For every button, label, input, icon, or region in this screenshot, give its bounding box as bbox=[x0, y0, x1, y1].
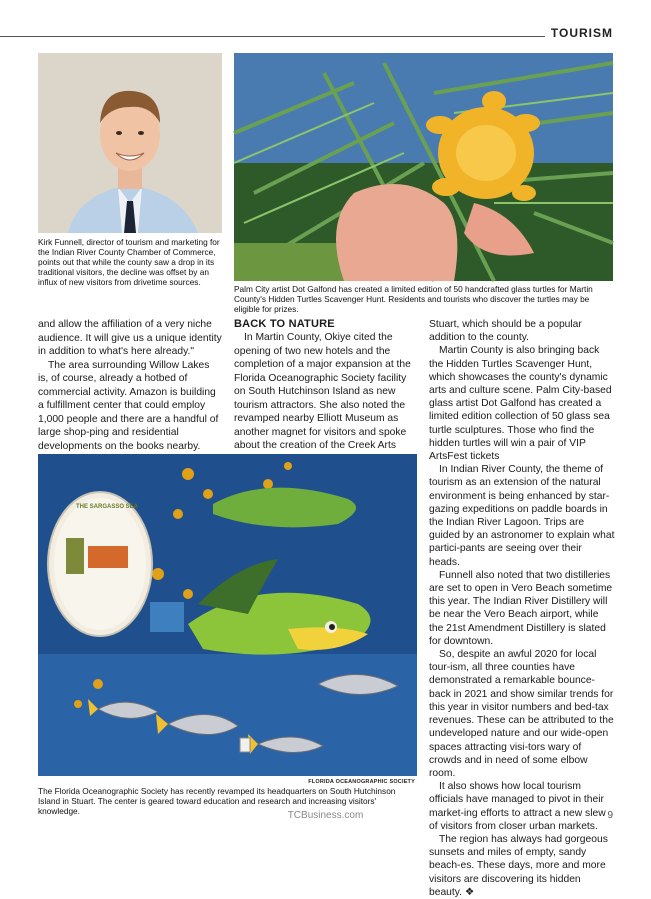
article-paragraph: and allow the affiliation of a very niche audience. It will give us a unique identity in addition to what's here already." bbox=[38, 319, 222, 357]
section-label: TOURISM bbox=[550, 26, 613, 40]
aquarium-photo bbox=[38, 454, 417, 776]
article-paragraph: Funnell also noted that two distilleries are set to open in Vero Beach sometime this year. The Indian River Distillery will be near the Vero Beach airport, while the 21st Amendment Distillery is slated for downtown. bbox=[429, 569, 613, 647]
article-column-1 bbox=[38, 318, 222, 453]
article-paragraph: The area surrounding Willow Lakes is, of course, already a hotbed of commercial activity. Amazon is building a fulfillment center that could employ 1,000 people and there are a handful of large shop-ping and residential developments on the books nearby. bbox=[38, 359, 219, 452]
footer-site-link[interactable]: TCBusiness.com bbox=[287, 810, 364, 821]
page-number: 9 bbox=[607, 810, 613, 821]
portrait-caption: Kirk Funnell, director of tourism and marketing for the Indian River County Chamber of Commerce, points out that while the county saw a drop in its traditional visitors, the decline was offset by an influx of new visitors from drivetime sources. bbox=[38, 237, 220, 287]
photo-credit: FLORIDA OCEANOGRAPHIC SOCIETY bbox=[308, 779, 415, 785]
section-heading: BACK TO NATURE bbox=[234, 318, 335, 330]
article-paragraph: Stuart, which should be a popular addition to the county. bbox=[429, 319, 582, 344]
article-paragraph: In Martin County, Okiye cited the opening of two new hotels and the completion of a major expansion at the Florida Oceanographic Society facility on South Hutchinson Island as new tourism attractors. She also noted the revamped nearby Elliott Museum as another magnet for visitors and spoke about the creation of the Creek Arts bbox=[234, 332, 411, 451]
article-paragraph: So, despite an awful 2020 for local tour-ism, all three counties have demonstrated a remarkable bounce-back in 2021 and show similar trends for this year in visitor numbers and bed-tax revenues. These can be attributed to the undeveloped nature and our wide-open spaces attracting visi-tors wary of crowds and in need of some elbow room. bbox=[429, 649, 614, 779]
turtle-caption: Palm City artist Dot Galfond has created a limited edition of 50 handcrafted glass turtles for Martin County's Hidden Turtles Scavenger Hunt. Residents and tourists who discover the turtles may be eligible for prizes. bbox=[234, 284, 593, 314]
article-column-2 bbox=[234, 317, 418, 466]
portrait-photo bbox=[38, 53, 222, 233]
sign-title: THE SARGASSO SEA bbox=[76, 504, 139, 510]
header-rule bbox=[0, 36, 545, 37]
article-paragraph: It also shows how local tourism officials have managed to pivot in their market-ing efforts to attract a new slew of visitors from closer urban markets. bbox=[429, 781, 606, 832]
article-paragraph: The region has always had gorgeous sunsets and miles of empty, sandy beach-es. These days, more and more visitors are discovering its hidden beauty. ❖ bbox=[429, 833, 608, 898]
turtle-photo bbox=[234, 53, 613, 281]
aquarium-caption: The Florida Oceanographic Society has recently revamped its headquarters on South Hutchinson Island in Stuart. The center is geared toward education and research and increasing visitors' knowledge. bbox=[38, 786, 396, 816]
article-paragraph: Martin County is also bringing back the Hidden Turtles Scavenger Hunt, which showcases the county's dynamic arts and culture scene. Palm City-based glass artist Dot Galfond has created a limited edition collection of 50 glass sea turtle sculptures. Those who find the hidden turtles will win a pair of VIP ArtsFest tickets bbox=[429, 345, 612, 463]
article-paragraph: In Indian River County, the theme of tourism as an extension of the natural environment is being enhanced by star-gazing expeditions on paddle boards in the Indian River Lagoon. Trips are guided by an astronomer to explain what partici-pants are seeing over their heads. bbox=[429, 464, 615, 568]
